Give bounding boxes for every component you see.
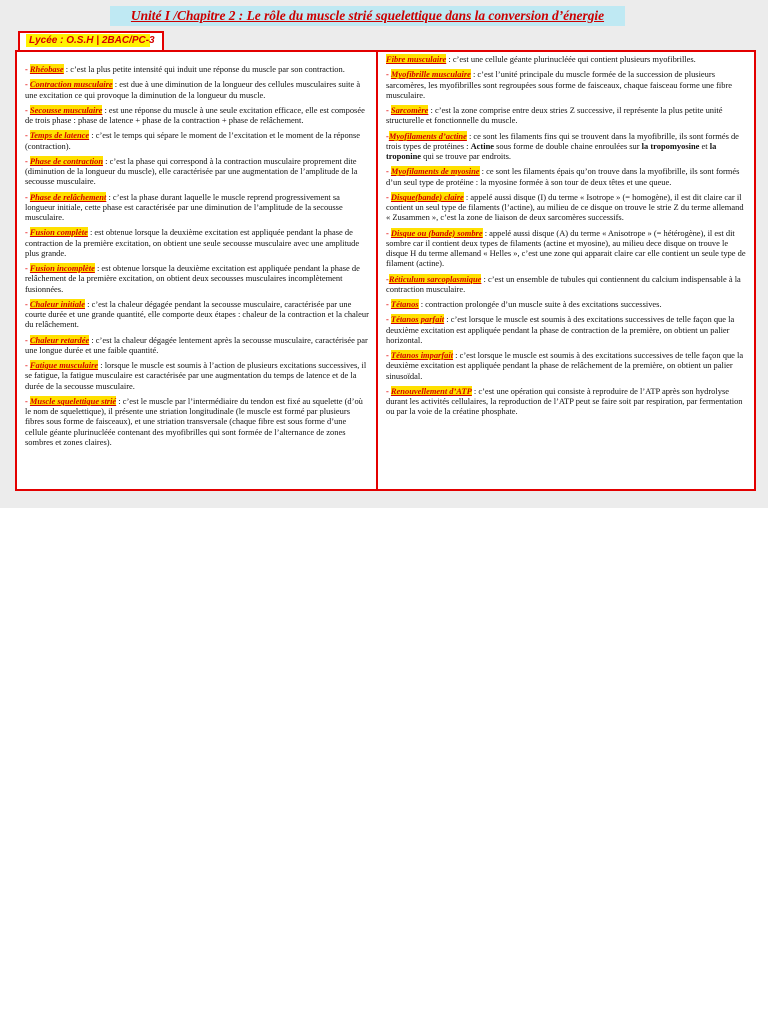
definition-text: : c’est un ensemble de tubules qui contiennent du calcium indispensable à la contraction musculaire. [386, 273, 741, 294]
definition-text: : c’est la chaleur dégagée lentement après la secousse musculaire, caractérisée par une longue durée et une faible quantité. [25, 334, 368, 355]
definition-term: Myofilaments d’actine [388, 130, 467, 141]
definition-item: - Phase de relâchement : c’est la phase durant laquelle le muscle reprend progressivement sa longueur initiale, cette phase est caractérisée par une diminution de l’amplitude de la secousse musculaire. [25, 191, 343, 222]
definition-term: Secousse musculaire [29, 104, 103, 115]
definition-item: - Tétanos : contraction prolongée d’un muscle suite à des excitations successives. [386, 299, 662, 309]
protein-name: Actine [470, 140, 495, 151]
page-title: Unité I /Chapitre 2 : Le rôle du muscle strié squelettique dans la conversion d’énergie [110, 6, 625, 26]
definition-term: Réticulum sarcoplasmique [388, 273, 482, 284]
definition-term: Temps de latence [29, 130, 90, 141]
definition-item: - Disque ou (bande) sombre : appelé aussi disque (A) du terme « Anisotrope » (= hétérogène), il est dit sombre car il contient deux types de filaments (actine et myosine), au milieu dece disque on trouve le disque H du terme allemand « Helles », c’est une zone qui apparait claire car elle contient un seule type de filament (actine). [386, 227, 746, 269]
definition-term: Contraction musculaire [29, 79, 113, 90]
right-column [378, 52, 754, 489]
definition-item: -Réticulum sarcoplasmique : c’est un ensemble de tubules qui contiennent du calcium indispensable à la contraction musculaire. [386, 273, 741, 294]
definition-item: - Tétanos imparfait : c’est lorsque le muscle est soumis à des excitations successives de telle façon que la deuxième excitation est appliquée pendant la phase de relâchement de la première, on obtient un palier sinusoïdal. [386, 350, 744, 381]
definition-term: Myofilaments de myosine [390, 166, 480, 177]
definition-item: - Renouvellement d’ATP : c’est une opération qui consiste à reproduire de l’ATP après son hydrolyse durant les activités cellulaires, la reproduction de l’ATP peut se faire soit par respiration, par fermentation ou par la voie de la créatine phosphate. [386, 385, 743, 417]
definition-item: - Chaleur initiale : c’est la chaleur dégagée pendant la secousse musculaire, caractérisée par une courte durée et une grande quantité, elle comporte deux étapes : chaleur de la contraction et la chaleur du relâchement. [25, 298, 369, 330]
definition-term: Renouvellement d’ATP [390, 385, 472, 396]
definition-text: : ce sont les filaments fins qui se trouvent dans la myofibrille, ils sont formés de trois types de protéines : [386, 130, 739, 151]
document-page [0, 0, 768, 508]
definition-item: - Myofibrille musculaire : c’est l’unité principale du muscle formée de la succession de plusieurs sarcomères, les myofibrilles sont regroupées sous forme de faisceaux, chaque faisceau forme une fibre musculaire. [386, 69, 733, 100]
definition-text: : c’est la chaleur dégagée pendant la secousse musculaire, caractérisée par une courte durée et une grande quantité, elle comporte deux étapes : chaleur de la contraction et la chaleur du relâchement. [25, 298, 369, 330]
definition-text: : c’est la plus petite intensité qui induit une réponse du muscle par son contraction. [63, 64, 345, 74]
definition-item: -Myofilaments d’actine : ce sont les filaments fins qui se trouvent dans la myofibrille, ils sont formés de trois types de protéines : Actine sous forme de double chaine enroulées sur la tropomyosine et la troponine qui se trouve par endroits. [386, 130, 739, 161]
definition-text: : c’est l’unité principale du muscle formée de la succession de plusieurs sarcomères, les myofibrilles sont regroupées sous forme de faisceaux, chaque faisceau forme une fibre musculaire. [386, 69, 733, 100]
definition-text: sous forme de double chaine enroulées sur [494, 140, 642, 151]
definition-text: : c’est la phase qui correspond à la contraction musculaire proprement dite (diminution de la longueur du muscle), elle caractérisée par une augmentation de l’amplitude de la secousse musculaire. [25, 155, 358, 187]
definition-text: : c’est lorsque le muscle est soumis à des excitations successives de telle façon que la deuxième excitation est appliquée pendant la phase de contraction de la première, on obtient un palier horizontal. [386, 314, 735, 345]
definition-text: et [699, 140, 710, 151]
definition-text: : appelé aussi disque (I) du terme « Isotrope » (= homogène), il est dit claire car il contient un seul type de filaments (l’actine), au milieu de ce disque on trouve le strie Z du terme allemand « Zusammen », c’est la zone de liaison de deux sarcomères successifs. [386, 191, 744, 223]
definition-item: - Secousse musculaire : est une réponse du muscle à une seule excitation efficace, elle est composée de trois phase : phase de latence + phase de la contraction + phase de relâchement. [25, 104, 365, 125]
definition-text: qui se trouve par endroits. [421, 151, 511, 161]
protein-name: la tropomyosine [641, 140, 700, 151]
definition-term: Rhéobase [29, 64, 64, 74]
definition-text: : c’est le muscle par l’intermédiaire du tendon est fixé au squelette (d’où le nom de squelettique), il présente une striation longitudinale (le muscle est formé par plusieurs fibres sous forme de faisceaux), et une striation transversale (chaque fibre est sous forme d’une cellule géante plurinucléée contenant des myofibrilles qui sont formée de l’alternance de zones sombres et zones claires). [25, 395, 363, 447]
definition-term: Fusion incomplète [29, 263, 95, 273]
definition-term: Disque(bande) claire [390, 191, 464, 202]
definition-term: Chaleur initiale [29, 298, 86, 309]
definition-term: Phase de contraction [29, 155, 104, 166]
definition-item: - Muscle squelettique strié : c’est le muscle par l’intermédiaire du tendon est fixé au squelette (d’où le nom de squelettique), il présente une striation longitudinale (le muscle est formé par plusieurs fibres sous forme de faisceaux), et une striation transversale (chaque fibre est sous forme d’une cellule géante plurinucléée contenant des myofibrilles qui sont formée de l’alternance de zones sombres et zones claires). [25, 395, 363, 447]
definition-item: - Phase de contraction : c’est la phase qui correspond à la contraction musculaire proprement dite (diminution de la longueur du muscle), elle caractérisée par une augmentation de l’amplitude de la secousse musculaire. [25, 155, 358, 187]
definition-text: : lorsque le muscle est soumis à l’action de plusieurs excitations successives, il se fatigue, la fatigue musculaire est caractérisée par une augmentation du temps de latence et de la durée de la secousse musculaire. [25, 360, 367, 391]
definition-item: - Fusion complète : est obtenue lorsque la deuxième excitation est appliquée pendant la phase de contraction de la première excitation, on obtient une seule secousse musculaire avec une amplitude plus grande. [25, 227, 360, 258]
definition-item: - Fatigue musculaire : lorsque le muscle est soumis à l’action de plusieurs excitations successives, il se fatigue, la fatigue musculaire est caractérisée par une augmentation du temps de latence et de la durée de la secousse musculaire. [25, 360, 367, 391]
school-label-box [18, 31, 164, 52]
definition-term: Tétanos imparfait [390, 350, 454, 360]
definition-term: Fibre musculaire [386, 54, 447, 64]
definition-term: Fusion complète [29, 227, 88, 238]
definition-term: Sarcomère [390, 105, 429, 115]
definition-text: : est une réponse du muscle à une seule excitation efficace, elle est composée de trois phase : phase de latence + phase de la contraction + phase de relâchement. [25, 104, 365, 125]
definition-item: - Tétanos parfait : c’est lorsque le muscle est soumis à des excitations successives de telle façon que la deuxième excitation est appliquée pendant la phase de contraction de la première, on obtient un palier horizontal. [386, 314, 735, 345]
protein-name: la troponine [386, 140, 717, 161]
definition-term: Fatigue musculaire [29, 360, 99, 370]
definition-text: : appelé aussi disque (A) du terme « Anisotrope » (= hétérogène), il est dit sombre car il contient deux types de filaments (actine et myosine), au milieu dece disque on trouve le disque H du terme allemand « Helles », c’est une zone qui apparait claire car elle contient un seule type de filament (actine). [386, 227, 746, 269]
definition-item: - Disque(bande) claire : appelé aussi disque (I) du terme « Isotrope » (= homogène), il est dit claire car il contient un seul type de filaments (l’actine), au milieu de ce disque on trouve le strie Z du terme allemand « Zusammen », c’est la zone de liaison de deux sarcomères successifs. [386, 191, 744, 223]
definition-term: Myofibrille musculaire [390, 69, 471, 80]
definition-text: : c’est une cellule géante plurinucléée qui contient plusieurs myofibrilles. [446, 54, 696, 64]
definition-term: Tétanos parfait [390, 314, 445, 325]
definition-text: : est obtenue lorsque la deuxième excitation est appliquée pendant la phase de contraction de la première excitation, on obtient une seule secousse musculaire avec une amplitude plus grande. [25, 227, 360, 258]
definition-text: : est obtenue lorsque la deuxième excitation est appliquée pendant la phase de relâchement de la première excitation, on obtient deux secousses musculaires incomplètement fusionnées. [25, 263, 360, 294]
definition-term: Chaleur retardée [29, 334, 90, 345]
definition-item: - Fusion incomplète : est obtenue lorsque la deuxième excitation est appliquée pendant la phase de relâchement de la première excitation, on obtient deux secousses musculaires incomplètement fusionnées. [25, 263, 360, 294]
definition-item: - Sarcomère : c’est la zone comprise entre deux stries Z successive, il représente la plus petite unité structurelle et fonctionnelle du muscle. [386, 105, 723, 126]
definition-text: : est due à une diminution de la longueur des cellules musculaires suite à une excitation ce qui provoque la diminution de la longueur du muscle. [25, 79, 361, 100]
definition-item: - Temps de latence : c’est le temps qui sépare le moment de l’excitation et le moment de la réponse (contraction). [25, 130, 360, 151]
definition-text: : c’est une opération qui consiste à reproduire de l’ATP après son hydrolyse durant les activités cellulaires, la reproduction de l’ATP peut se faire soit par respiration, par fermentation ou par la voie de la créatine phosphate. [386, 385, 743, 417]
definition-item: - Contraction musculaire : est due à une diminution de la longueur des cellules musculaires suite à une excitation ce qui provoque la diminution de la longueur du muscle. [25, 79, 361, 100]
definition-term: Disque ou (bande) sombre [390, 227, 483, 238]
definition-item [386, 54, 748, 64]
definition-item: - Chaleur retardée : c’est la chaleur dégagée lentement après la secousse musculaire, caractérisée par une longue durée et une faible quantité. [25, 334, 368, 355]
definition-text: : contraction prolongée d’un muscle suite à des excitations successives. [418, 299, 662, 309]
definition-text: : ce sont les filaments épais qu’on trouve dans la myofibrille, ils sont formés d’un seul type de protéine : la myosine formée à son tour de deux têtes et une queue. [386, 166, 740, 187]
definition-text: : c’est le temps qui sépare le moment de l’excitation et le moment de la réponse (contraction). [25, 130, 360, 151]
school-label: Lycée : O.S.H | 2BAC/PC-3 [26, 34, 150, 47]
definition-term: Tétanos [390, 299, 419, 309]
definition-item: - Rhéobase : c’est la plus petite intensité qui induit une réponse du muscle par son contraction. [25, 64, 345, 74]
definition-text: : c’est la zone comprise entre deux stries Z successive, il représente la plus petite unité structurelle et fonctionnelle du muscle. [386, 105, 723, 126]
definition-text: : c’est lorsque le muscle est soumis à des excitations successives de telle façon que la deuxième excitation est appliquée pendant la phase de relâchement de la première, on obtient un palier sinusoïdal. [386, 350, 744, 381]
definition-term: Phase de relâchement [29, 191, 107, 202]
left-column [17, 52, 378, 489]
definition-text: : c’est la phase durant laquelle le muscle reprend progressivement sa longueur initiale, cette phase est caractérisée par une diminution de l’amplitude de la secousse musculaire. [25, 191, 343, 222]
definitions-table [15, 50, 756, 491]
definition-item: - Myofilaments de myosine : ce sont les filaments épais qu’on trouve dans la myofibrille, ils sont formés d’un seul type de protéine : la myosine formée à son tour de deux têtes et une queue. [386, 166, 740, 187]
definition-term: Muscle squelettique strié [29, 395, 117, 406]
